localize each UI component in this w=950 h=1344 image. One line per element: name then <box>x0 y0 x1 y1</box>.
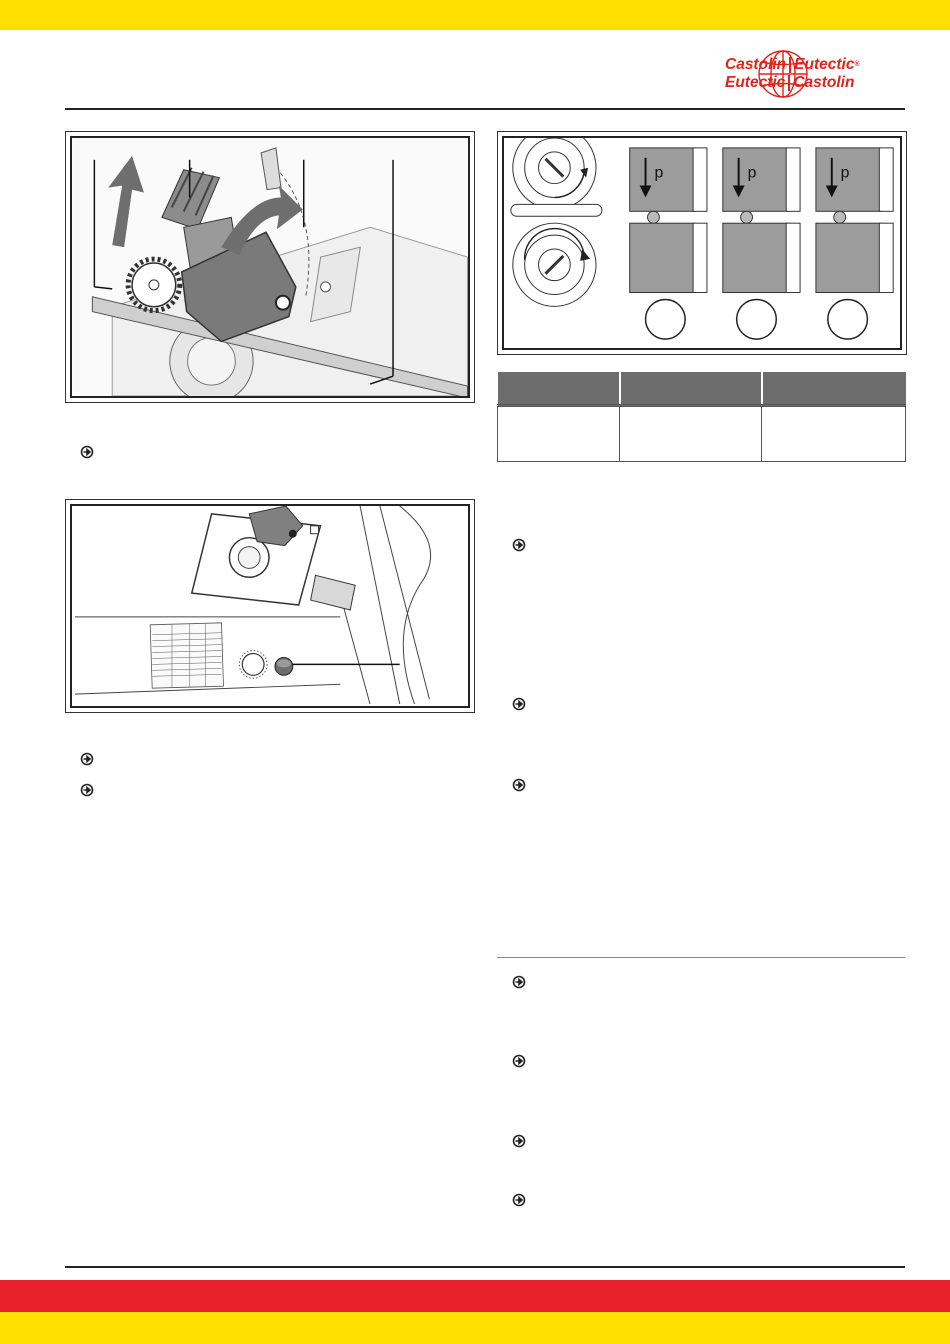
logo-text-eutectic-1: Eutectic <box>794 56 855 73</box>
roll-result-table <box>497 372 906 462</box>
arrow-right-circle-icon <box>80 783 94 797</box>
footer-rule <box>65 1266 905 1268</box>
table-header-cell <box>498 372 620 406</box>
table-cell <box>620 406 762 462</box>
top-color-bar <box>0 0 950 30</box>
logo-text-castolin-1: Castolin <box>725 56 787 73</box>
arrow-right-circle-icon <box>80 445 94 459</box>
parameter-chart-graphic <box>150 623 223 688</box>
bottom-red-bar <box>0 1280 950 1312</box>
control-panel-illustration <box>72 506 468 706</box>
table-cell <box>762 406 906 462</box>
table-header-row <box>498 372 906 406</box>
table-row <box>498 406 906 462</box>
arrow-right-circle-icon <box>512 538 526 552</box>
logo-text-eutectic-2: Eutectic <box>725 74 786 91</box>
pressure-label-p: p <box>840 164 850 182</box>
registered-mark: ® <box>854 61 860 68</box>
pressure-label-p: p <box>747 164 757 182</box>
castolin-eutectic-logo <box>725 47 905 101</box>
arrow-right-circle-icon <box>512 697 526 711</box>
table-header-cell <box>620 372 762 406</box>
arrow-right-circle-icon <box>512 1134 526 1148</box>
figure-feed-rolls <box>497 131 907 355</box>
arrow-right-circle-icon <box>512 778 526 792</box>
pressure-arm-illustration <box>72 138 468 396</box>
drive-roll-lower <box>513 223 596 306</box>
table-cell <box>498 406 620 462</box>
section-divider <box>497 957 905 958</box>
arrow-right-circle-icon <box>512 975 526 989</box>
figure-control-panel <box>65 499 475 713</box>
arrow-right-circle-icon <box>80 752 94 766</box>
feed-roll-illustration <box>504 138 900 348</box>
arrow-right-circle-icon <box>512 1054 526 1068</box>
table-header-cell <box>762 372 906 406</box>
arrow-right-circle-icon <box>512 1193 526 1207</box>
pressure-label-p: p <box>654 164 664 182</box>
bottom-yellow-bar <box>0 1312 950 1344</box>
figure-pressure-arm <box>65 131 475 403</box>
logo-text-castolin-2: Castolin <box>793 74 855 91</box>
header-rule <box>65 108 905 110</box>
